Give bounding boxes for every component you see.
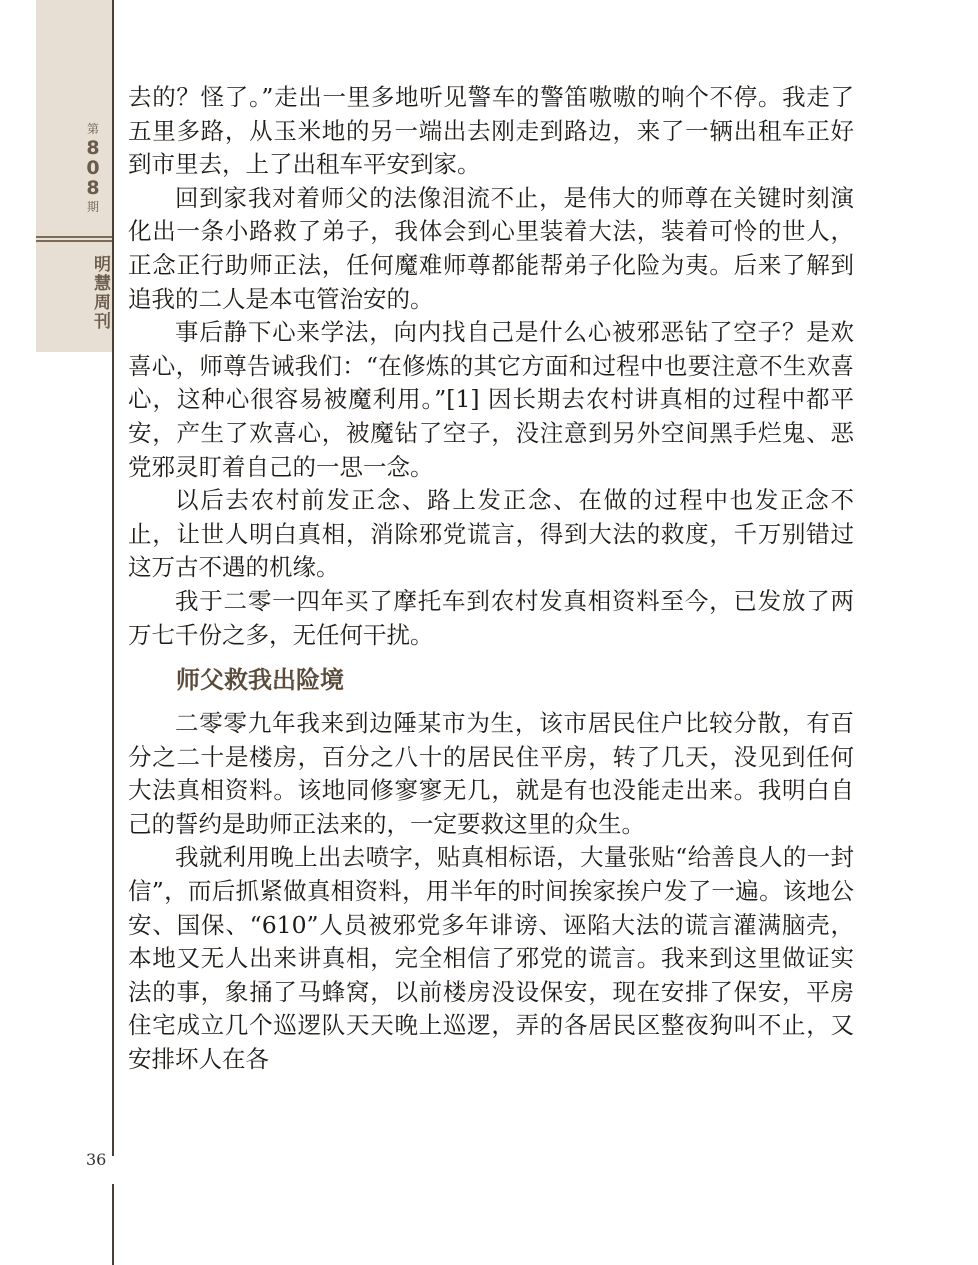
paragraph: 去的？怪了。”走出一里多地听见警车的警笛嗷嗷的响个不停。我走了五里多路，从玉米地的另一端出去刚走到路边，来了一辆出租车正好到市里去，上了出租车平安到家。 <box>128 83 854 179</box>
magazine-name: 明慧周刊 <box>90 255 110 331</box>
paragraphs-before-heading <box>128 81 854 652</box>
tab-divider-bottom <box>36 240 112 242</box>
paragraph: 回到家我对着师父的法像泪流不止，是伟大的师尊在关键时刻演化出一条小路救了弟子，我体会到心里装着大法，装着可怜的世人，正念正行助师正法，任何魔难师尊都能帮弟子化险为夷。后来了解到追我的二人是本屯管治安的。 <box>128 183 854 313</box>
issue-number: 808 <box>86 137 100 199</box>
paragraph: 以后去农村前发正念、路上发正念、在做的过程中也发正念不止，让世人明白真相，消除邪党谎言，得到大法的救度，千万别错过这万古不遇的机缘。 <box>128 486 854 582</box>
paragraph: 我就利用晚上出去喷字，贴真相标语，大量张贴“给善良人的一封信”，而后抓紧做真相资料，用半年的时间挨家挨户发了一遍。该地公安、国保、“610”人员被邪党多年诽谤、诬陷大法的谎言灌满脑壳，本地又无人出来讲真相，完全相信了邪党的谎言。我来到这里做证实法的事，象捅了马蜂窝，以前楼房没设保安，现在安排了保安，平房住宅成立几个巡逻队天天晚上巡逻，弄的各居民区整夜狗叫不止，又安排坏人在各 <box>128 843 854 1074</box>
section-heading: 师父救我出险境 <box>176 666 344 695</box>
issue-label <box>74 122 112 214</box>
article-body <box>128 81 854 1077</box>
paragraph: 事后静下心来学法，向内找自己是什么心被邪恶钻了空子？是欢喜心，师尊告诫我们：“在修炼的其它方面和过程中也要注意不生欢喜心，这种心很容易被魔利用。”[1] 因长期去农村讲真相的过程中都平安，产生了欢喜心，被魔钻了空子，没注意到另外空间黑手烂鬼、恶党邪灵盯着自己的一思一念。 <box>128 318 854 481</box>
paragraph: 我于二零一四年买了摩托车到农村发真相资料至今，已发放了两万七千份之多，无任何干扰。 <box>128 586 854 649</box>
tab-divider-top <box>36 236 112 238</box>
paragraph: 二零零九年我来到边陲某市为生，该市居民住户比较分散，有百分之二十是楼房，百分之八十的居民住平房，转了几天，没见到任何大法真相资料。该地同修寥寥无几，就是有也没能走出来。我明白自己的誓约是助师正法来的，一定要救这里的众生。 <box>128 709 854 838</box>
margin-rule-upper <box>112 0 114 1156</box>
issue-suffix: 期 <box>86 200 99 214</box>
issue-prefix: 第 <box>86 122 99 136</box>
margin-rule-lower <box>112 1184 114 1265</box>
page-number: 36 <box>86 1150 107 1169</box>
paragraphs-after-heading <box>128 707 854 1077</box>
